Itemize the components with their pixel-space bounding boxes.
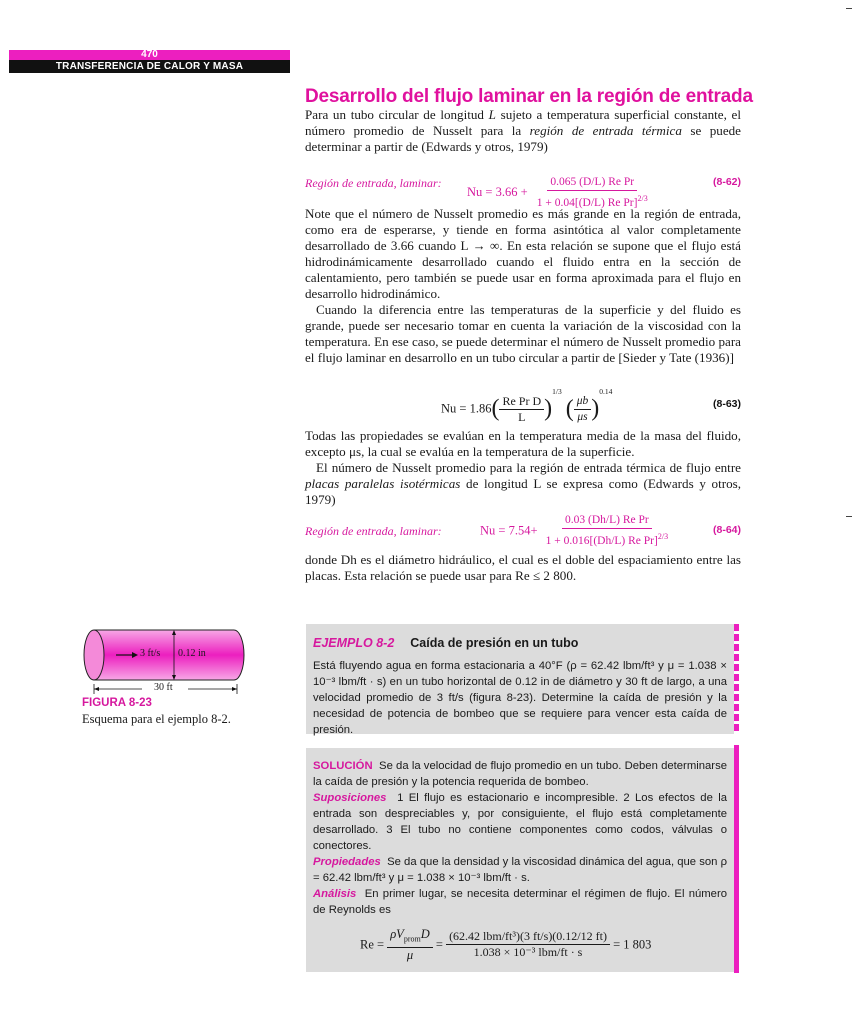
assumptions-label: Suposiciones <box>313 792 387 804</box>
reynolds-den2: 1.038 × 10⁻³ lbm/ft · s <box>473 945 583 960</box>
reynolds-result: = 1 803 <box>613 937 652 952</box>
equation-lhs: Nu = 1.86 <box>441 401 492 416</box>
example-number: EJEMPLO 8-2 <box>313 636 395 650</box>
equation-lhs: Nu = 3.66 + <box>467 184 528 199</box>
equation-exponent: 2/3 <box>637 194 648 203</box>
reynolds-lhs: Re = <box>360 937 385 952</box>
figure-length-label: 30 ft <box>154 682 173 693</box>
viscosity-bulk: μb <box>574 394 592 410</box>
example-statement: Está fluyendo agua en forma estacionaria a 40°F (ρ = 62.42 lbm/ft³ y μ = 1.038 × 10⁻³ lbm/ft · s) en un tubo horizontal de 0.12 in de diámetro y 30 ft de largo, a una velocidad promedio de 3 ft/s (figura 8-23). Determine la caída de presión y la necesidad de potencia de bombeo que se requiere para vencer esta caída de presión. <box>313 660 727 736</box>
paragraph-nusselt-note: Note que el número de Nusselt promedio es más grande en la región de entrada, como era de esperarse, y tiende en forma asintótica al valor completamente desarrollado de 3.66 cuando L → ∞. En esta relación se supone que el flujo está hidrodinámicamente desarrollado cuando el fluido entra en la sección de calentamiento, pero también se puede usar en forma aproximada para el flujo en desarrollo hidrodinámico. Cuando la diferencia entre las temperaturas de la superficie y del fluido es grande, puede ser necesario tomar en cuenta la variación de la viscosidad con la temperatura. En ese caso, se puede determinar el número de Nusselt promedio para el flujo laminar en desarrollo en un tubo circular a partir de [Sieder y Tate (1936)] <box>305 206 741 365</box>
equation-lhs: Nu = 7.54+ <box>480 523 538 538</box>
figure-caption: Esquema para el ejemplo 8-2. <box>82 712 231 726</box>
equation-number: (8-64) <box>712 524 741 536</box>
equation-exponent: 0.14 <box>599 387 613 396</box>
page-number: 470 <box>9 50 290 60</box>
paragraph-intro: Para un tubo circular de longitud L sujeto a temperatura superficial constante, el número promedio de Nusselt para la región de entrada térmica se puede determinar a partir de (Edwards y otros, 1979) <box>305 107 741 154</box>
reynolds-num1: ρV <box>390 927 404 941</box>
section-title: Desarrollo del flujo laminar en la región de entrada <box>305 86 753 107</box>
reynolds-num2: (62.42 lbm/ft³)(3 ft/s)(0.12/12 ft) <box>446 929 610 945</box>
figure-diameter-label: 0.12 in <box>178 648 206 659</box>
reynolds-den1: μ <box>406 947 414 962</box>
example-heading <box>313 636 578 650</box>
running-head: TRANSFERENCIA DE CALOR Y MASA <box>9 60 290 73</box>
reynolds-equation: Re = $\frac{\rho V_{prom}D}{\mu}$ = $\frac{\text{(62.42 lbm/ft³)(3 ft/s)(0.12/12 ft)}}{\text{1.038 × 10⁻³ lbm/ft · s}}$ = 1 803 <box>360 927 652 962</box>
equation-8-64 <box>305 512 741 548</box>
viscosity-surface: μs <box>577 410 588 423</box>
equation-denominator: 1 + 0.04[(D/L) Re Pr] <box>536 196 638 209</box>
equation-number: (8-62) <box>712 176 741 188</box>
equation-denominator: L <box>518 409 526 424</box>
equation-numerator: Re Pr D <box>499 394 544 410</box>
paragraph-properties: Todas las propiedades se evalúan en la temperatura media de la masa del fluido, excepto μs, la cual se evalúa en la temperatura de la superficie. El número de Nusselt promedio para la región de entrada térmica de flujo entre placas paralelas isotérmicas de longitud L se expresa como (Edwards y otros, 1979) <box>305 428 741 507</box>
figure-tube-schematic <box>82 628 250 696</box>
equation-numerator: 0.065 (D/L) Re Pr <box>547 175 637 191</box>
paragraph-hydraulic-diameter: donde Dh es el diámetro hidráulico, el cual es el doble del espaciamiento entre las placas. Esta relación se puede usar para Re ≤ 2 800. <box>305 552 741 583</box>
equation-exponent: 2/3 <box>657 532 669 541</box>
solution-bar <box>734 745 739 973</box>
equation-numerator: 0.03 (Dh/L) Re Pr <box>562 513 652 529</box>
figure-velocity-label: 3 ft/s <box>140 648 161 659</box>
equation-exponent: 1/3 <box>552 387 562 396</box>
reynolds-sub: prom <box>403 934 421 944</box>
solution-text: SOLUCIÓN Se da la velocidad de flujo promedio en un tubo. Deben determinarse la caída de presión y la potencia requerida de bombeo. Suposiciones 1 El flujo es estacionario e incompresible. 2 Los efectos de la entrada son despreciables y, por consiguiente, el flujo está completamente desarrollado. 3 El tubo no contiene componentes como codos, válvulas o conectores. Propiedades Se da que la densidad y la viscosidad dinámica del agua, que son ρ = 62.42 lbm/ft³ y μ = 1.038 × 10⁻³ lbm/ft · s. Análisis En primer lugar, se necesita determinar el régimen de flujo. El número de Reynolds es <box>313 760 728 916</box>
properties-label: Propiedades <box>313 856 381 868</box>
equation-label: Región de entrada, laminar: <box>305 176 442 190</box>
example-dashed-bar <box>734 624 739 734</box>
margin-tick-middle <box>846 516 852 517</box>
margin-tick-top <box>846 8 852 9</box>
paragraph-viscosity: Cuando la diferencia entre las temperaturas de la superficie y del fluido es grande, puede ser necesario tomar en cuenta la variación de la viscosidad con la temperatura. En ese caso, se puede determinar el número de Nusselt promedio para el flujo laminar en desarrollo en un tubo circular a partir de [Sieder y Tate (1936)] <box>305 302 741 365</box>
figure-label: FIGURA 8-23 <box>82 697 152 709</box>
reynolds-equals: = <box>435 937 443 952</box>
equation-8-63: Nu = 1.86( $\frac{\text{Re Pr D}}{L}$ )$^{1/3}$( $\frac{\mu b}{\mu s}$ )$^{0.14}$ (8-63) <box>441 387 741 424</box>
equation-label: Región de entrada, laminar: <box>305 524 442 538</box>
example-title: Caída de presión en un tubo <box>410 636 579 650</box>
analysis-label: Análisis <box>313 888 357 900</box>
equation-denominator: 1 + 0.016[(Dh/L) Re Pr] <box>545 534 658 547</box>
solution-label: SOLUCIÓN <box>313 760 373 772</box>
equation-number: (8-63) <box>712 398 741 410</box>
equation-8-62 <box>305 164 741 209</box>
